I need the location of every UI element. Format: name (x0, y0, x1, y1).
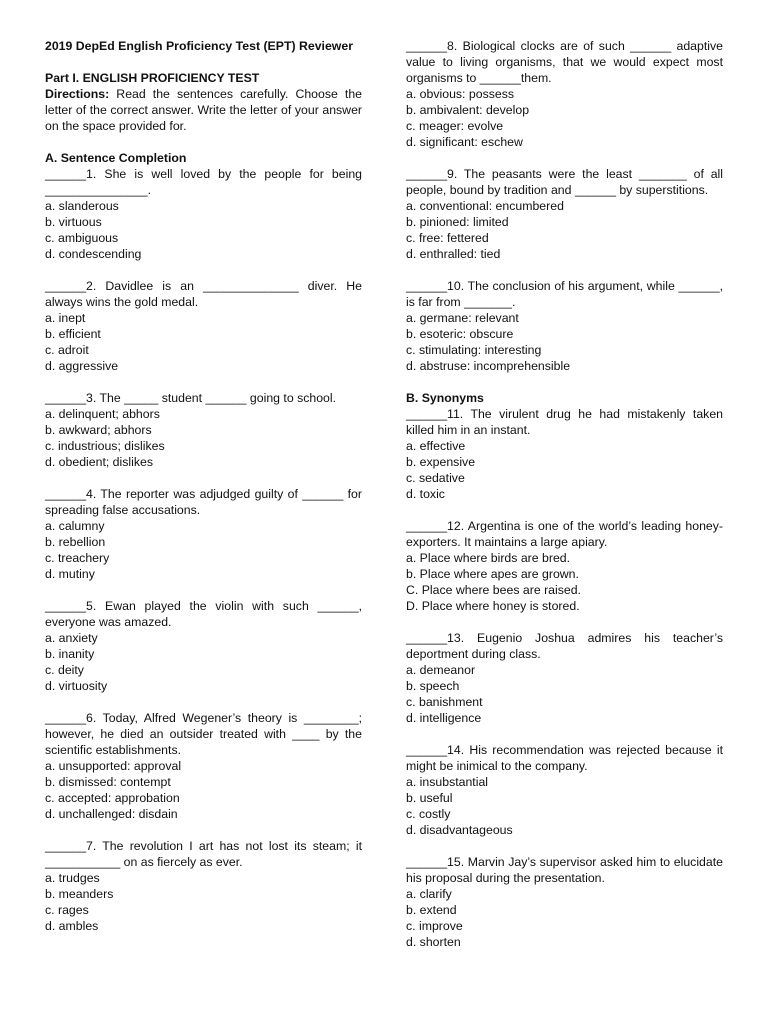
question-1 (45, 166, 362, 262)
option-a: a. trudges (45, 871, 100, 885)
option-b: b. pinioned: limited (406, 215, 509, 229)
question-stem: ______4. The reporter was adjudged guilty of ______ for spreading false accusations. (45, 487, 362, 517)
question-stem: ______13. Eugenio Joshua admires his teacher’s deportment during class. (406, 631, 723, 661)
option-b: b. awkward; abhors (45, 423, 152, 437)
option-a: a. demeanor (406, 663, 476, 677)
option-c: c. treachery (45, 551, 110, 565)
option-b: b. extend (406, 903, 457, 917)
option-d: D. Place where honey is stored. (406, 599, 580, 613)
option-c: c. accepted: approbation (45, 791, 180, 805)
question-8 (406, 38, 723, 150)
option-d: d. enthralled: tied (406, 247, 501, 261)
question-3 (45, 390, 362, 470)
option-b: b. Place where apes are grown. (406, 567, 579, 581)
option-b: b. inanity (45, 647, 95, 661)
option-c: c. free: fettered (406, 231, 489, 245)
option-d: d. shorten (406, 935, 461, 949)
question-4 (45, 486, 362, 582)
option-d: d. abstruse: incomprehensible (406, 359, 571, 373)
option-c: C. Place where bees are raised. (406, 583, 581, 597)
option-c: c. deity (45, 663, 84, 677)
option-b: b. speech (406, 679, 460, 693)
question-15 (406, 854, 723, 950)
option-b: b. esoteric: obscure (406, 327, 514, 341)
question-stem: ______5. Ewan played the violin with such ______, everyone was amazed. (45, 599, 362, 629)
question-14 (406, 742, 723, 838)
option-c: c. banishment (406, 695, 483, 709)
option-b: b. efficient (45, 327, 101, 341)
section-b-heading: B. Synonyms (406, 391, 484, 405)
directions-label: Directions: (45, 87, 110, 101)
option-a: a. inept (45, 311, 86, 325)
option-a: a. germane: relevant (406, 311, 519, 325)
option-a: a. delinquent; abhors (45, 407, 160, 421)
option-d: d. significant: eschew (406, 135, 523, 149)
question-10 (406, 278, 723, 374)
question-12 (406, 518, 723, 614)
option-c: c. improve (406, 919, 463, 933)
left-column (45, 38, 362, 950)
option-b: b. virtuous (45, 215, 102, 229)
option-b: b. ambivalent: develop (406, 103, 530, 117)
question-stem: ______3. The _____ student ______ going to school. (45, 391, 337, 405)
right-column (406, 38, 723, 966)
option-a: a. slanderous (45, 199, 119, 213)
question-7 (45, 838, 362, 934)
option-b: b. dismissed: contempt (45, 775, 171, 789)
question-stem: ______7. The revolution I art has not lost its steam; it ___________ on as fiercely as ever. (45, 839, 362, 869)
option-b: b. useful (406, 791, 453, 805)
option-a: a. clarify (406, 887, 452, 901)
option-d: d. condescending (45, 247, 142, 261)
option-d: d. virtuosity (45, 679, 108, 693)
question-11 (406, 406, 723, 502)
option-c: c. meager: evolve (406, 119, 504, 133)
option-b: b. rebellion (45, 535, 106, 549)
option-c: c. stimulating: interesting (406, 343, 542, 357)
question-stem: ______11. The virulent drug he had mistakenly taken killed him in an instant. (406, 407, 723, 437)
option-a: a. unsupported: approval (45, 759, 182, 773)
section-a-heading: A. Sentence Completion (45, 151, 187, 165)
option-d: d. aggressive (45, 359, 119, 373)
option-a: a. insubstantial (406, 775, 489, 789)
option-a: a. obvious: possess (406, 87, 515, 101)
option-a: a. anxiety (45, 631, 98, 645)
question-stem: ______9. The peasants were the least _______ of all people, bound by tradition and ______ by superstitions. (406, 167, 723, 197)
question-stem: ______2. Davidlee is an ______________ diver. He always wins the gold medal. (45, 279, 362, 309)
question-6 (45, 710, 362, 822)
question-5 (45, 598, 362, 694)
option-d: d. disadvantageous (406, 823, 513, 837)
option-b: b. expensive (406, 455, 476, 469)
option-d: d. unchallenged: disdain (45, 807, 178, 821)
question-stem: ______14. His recommendation was rejected because it might be inimical to the company. (406, 743, 723, 773)
option-d: d. mutiny (45, 567, 95, 581)
option-a: a. Place where birds are bred. (406, 551, 571, 565)
option-c: c. industrious; dislikes (45, 439, 165, 453)
question-stem: ______6. Today, Alfred Wegener’s theory is ________; however, he died an outsider treated with ____ by the scientific establishments. (45, 711, 362, 757)
question-9 (406, 166, 723, 262)
question-stem: ______15. Marvin Jay’s supervisor asked him to elucidate his proposal during the presentation. (406, 855, 723, 885)
option-c: c. adroit (45, 343, 89, 357)
question-stem: ______12. Argentina is one of the world’s leading honey-exporters. It maintains a large apiary. (406, 519, 723, 549)
option-c: c. rages (45, 903, 89, 917)
option-d: d. intelligence (406, 711, 482, 725)
part-heading: Part I. ENGLISH PROFICIENCY TEST (45, 71, 260, 85)
option-a: a. calumny (45, 519, 105, 533)
option-d: d. ambles (45, 919, 99, 933)
question-stem: ______1. She is well loved by the people for being _______________. (45, 167, 362, 197)
question-stem: ______10. The conclusion of his argument, while ______, is far from _______. (406, 279, 723, 309)
document-title: 2019 DepEd English Proficiency Test (EPT) Reviewer (45, 39, 353, 53)
option-b: b. meanders (45, 887, 114, 901)
option-a: a. effective (406, 439, 466, 453)
option-c: c. costly (406, 807, 451, 821)
option-d: d. obedient; dislikes (45, 455, 154, 469)
option-a: a. conventional: encumbered (406, 199, 564, 213)
directions-text: Read the sentences carefully. Choose the letter of the correct answer. Write the letter of your answer on the space provided for. (45, 87, 362, 133)
question-2 (45, 278, 362, 374)
question-stem: ______8. Biological clocks are of such ______ adaptive value to living organisms, that we would expect most organisms to ______them. (406, 39, 723, 85)
option-c: c. sedative (406, 471, 465, 485)
directions (45, 86, 362, 134)
question-13 (406, 630, 723, 726)
option-d: d. toxic (406, 487, 445, 501)
option-c: c. ambiguous (45, 231, 119, 245)
